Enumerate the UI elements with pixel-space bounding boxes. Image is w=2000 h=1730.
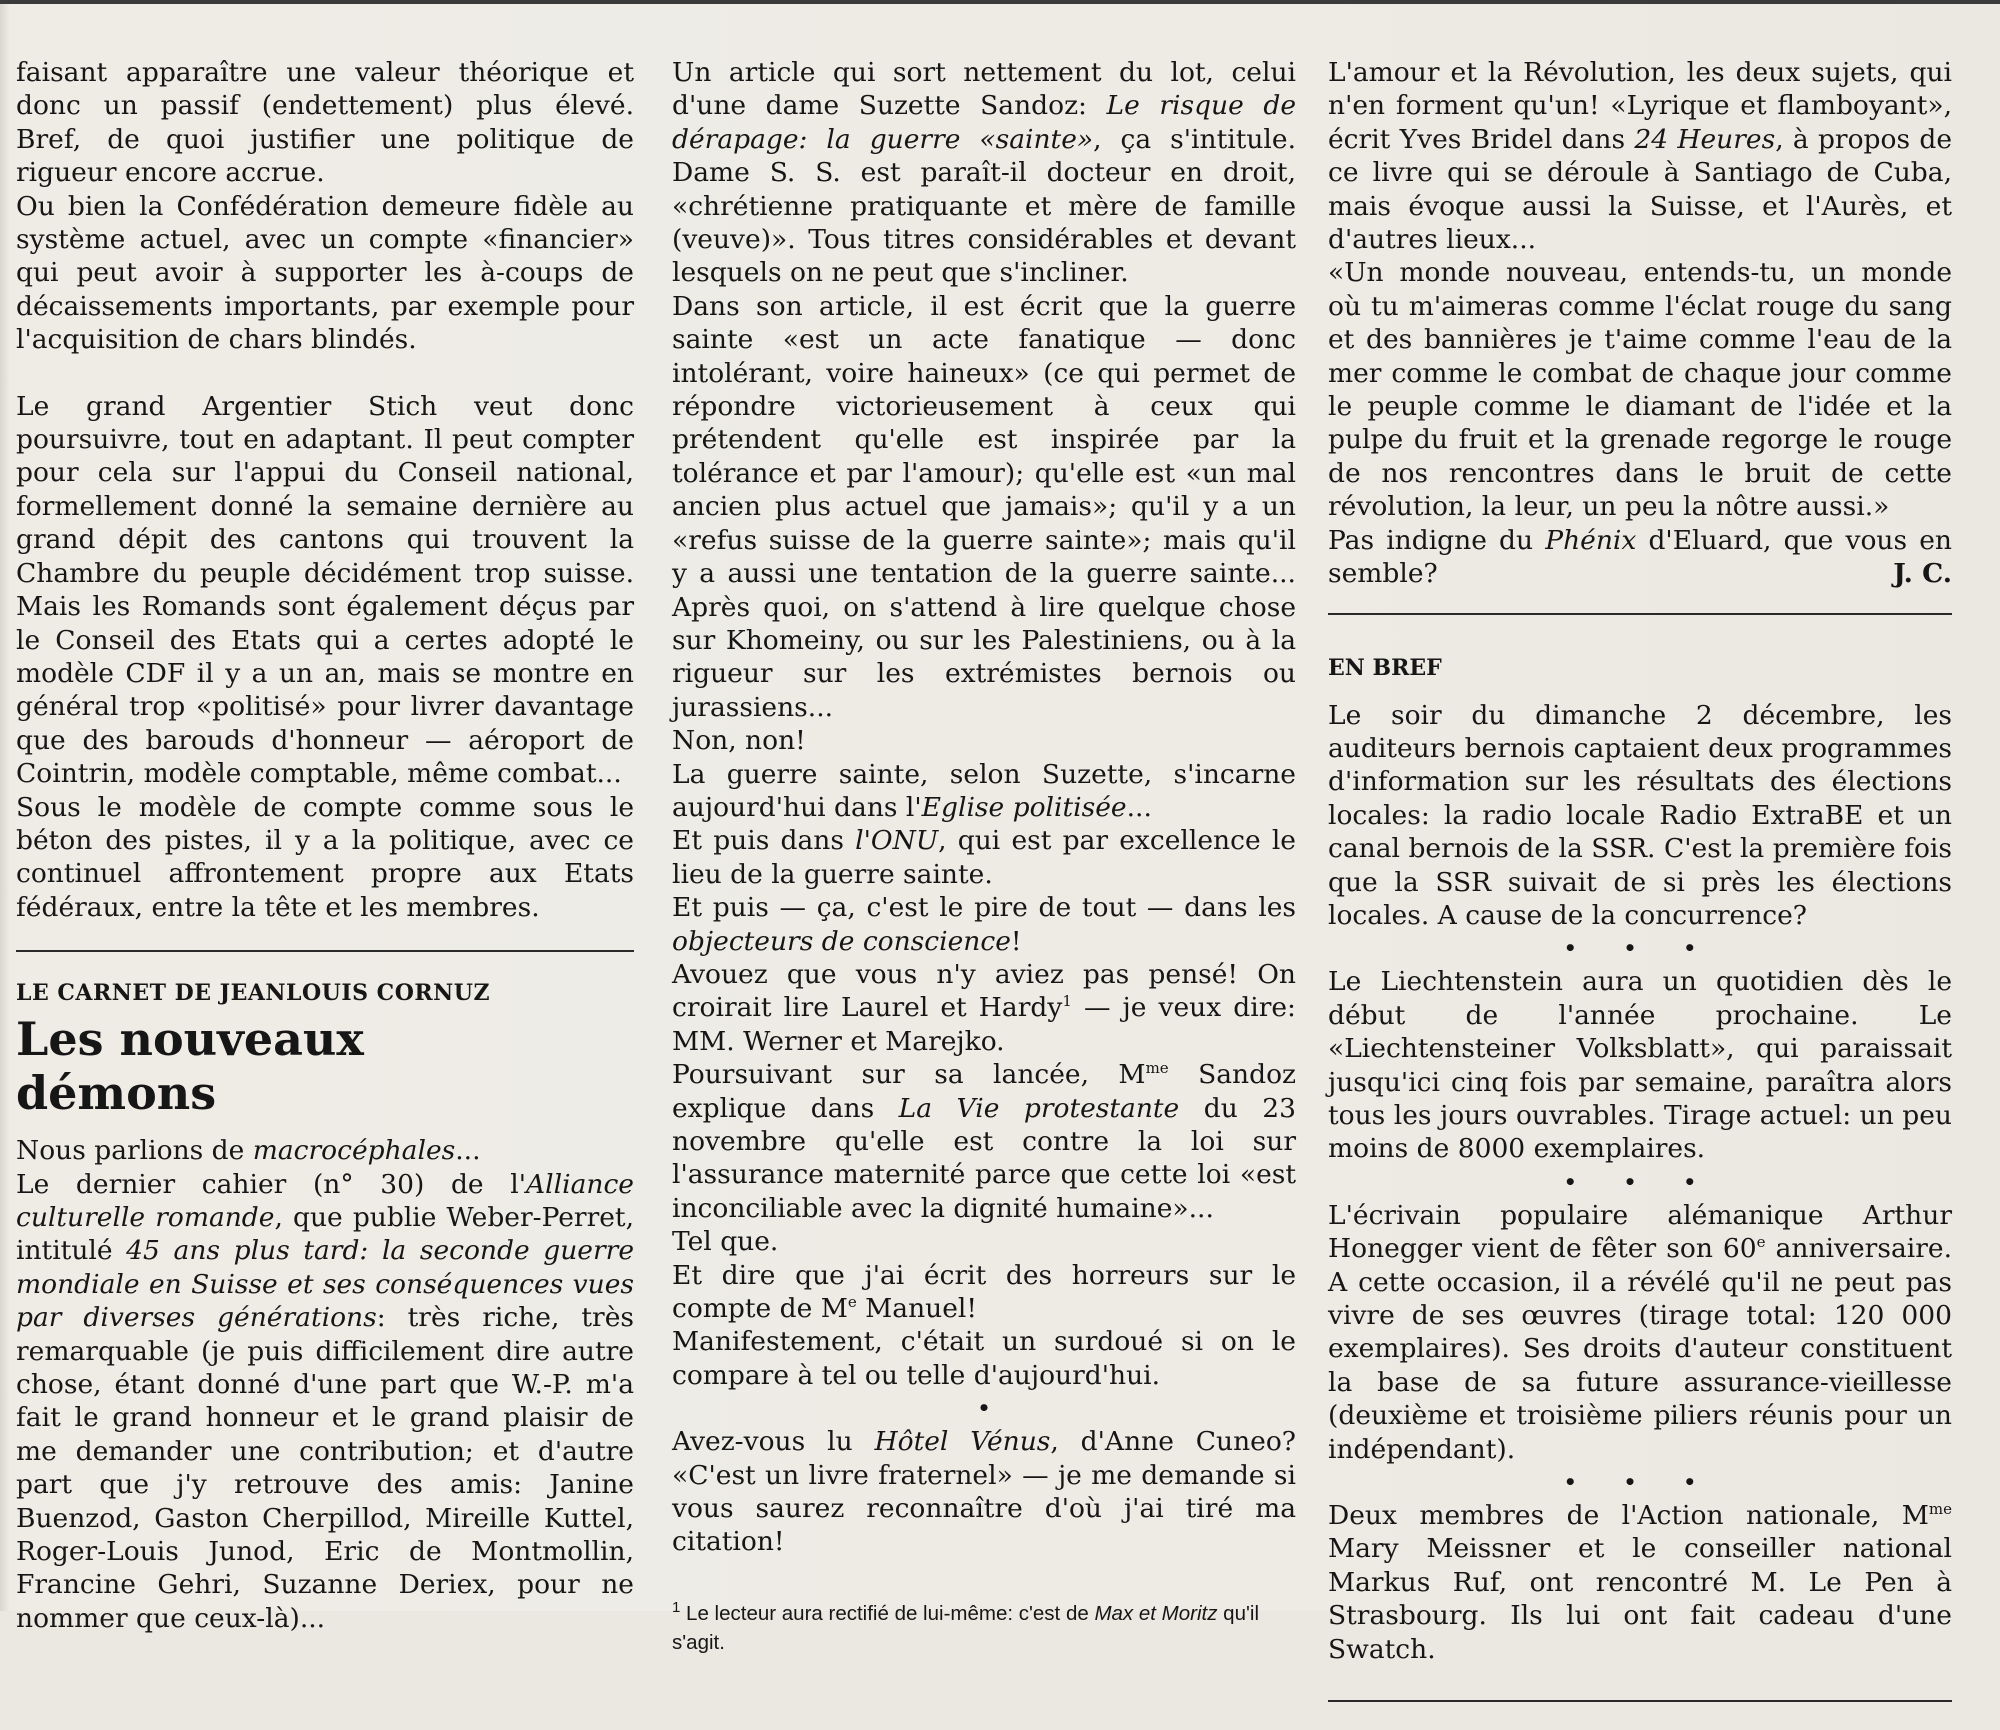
paragraph: Ou bien la Confédération demeure fidèle au système actuel, avec un compte «financier» qui peut avoir à supporter les à-coups de décaissements importants, par exemple pour l'acquisition de chars blindés.	[16, 190, 634, 356]
top-border-line	[0, 0, 2000, 4]
column-left	[16, 56, 634, 1635]
paragraph: Dans son article, il est écrit que la guerre sainte «est un acte fanatique — donc intolérant, voire haineux» (ce qui permet de répondre victorieusement à ceux qui prétendent qu'elle est inspirée par la tolérance et par l'amour); qu'elle est «un mal ancien plus actuel que jamais»; qu'il y a un «refus suisse de la guerre sainte»; mais qu'il y a aussi une tentation de la guerre sainte... Après quoi, on s'attend à lire quelque chose sur Khomeiny, ou sur les Palestiniens, ou à la rigueur sur les extrémistes bernois ou jurassiens...	[672, 290, 1296, 723]
paragraph: Sous le modèle de compte comme sous le béton des pistes, il y a la politique, avec ce continuel affrontement propre aux Etats fédéraux, entre la tête et les membres.	[16, 791, 634, 923]
paragraph: Un article qui sort nettement du lot, celui d'une dame Suzette Sandoz: Le risque de dérapage: la guerre «sainte», ça s'intitule. Dame S. S. est paraît-il docteur en droit, «chrétienne pratiquante et mère de famille (veuve)». Tous titres considérables et devant lesquels on ne peut que s'incliner.	[672, 57, 1296, 289]
paragraph: Et dire que j'ai écrit des horreurs sur le compte de Me Manuel!	[672, 1259, 1296, 1325]
section-divider	[16, 950, 634, 952]
paragraph: Avez-vous lu Hôtel Vénus, d'Anne Cuneo? «C'est un livre fraternel» — je me demande si vous saurez reconnaître d'où j'ai tiré ma citation!	[672, 1426, 1297, 1558]
footnote: $^1$ Le lecteur aura rectifié de lui-même: c'est de Max et Moritz qu'il s'agit.	[672, 1599, 1260, 1654]
section-separator-dot: •	[977, 1396, 991, 1421]
brief-item: Le Liechtenstein aura un quotidien dès le début de l'année prochaine. Le «Liechtensteiner Volksblatt», qui paraissait jusqu'ici cinq fois par semaine, paraîtra alors tous les jours ouvrables. Tirage actuel: un peu moins de 8000 exemplaires.	[1328, 966, 1952, 1165]
paragraph: «Un monde nouveau, entends-tu, un monde où tu m'aimeras comme l'éclat rouge du sang et des bannières je t'aime comme l'eau de la mer comme le combat de chaque jour comme le peuple comme le diamant de l'idée et la pulpe du fruit et la grenade regorge le rouge de nos rencontres dans le bruit de cette révolution, la leur, un peu la nôtre aussi.»	[1328, 257, 1952, 523]
paragraph: Nous parlions de macrocéphales...	[16, 1135, 481, 1167]
paragraph: L'amour et la Révolution, les deux sujets, qui n'en forment qu'un! «Lyrique et flamboyant», écrit Yves Bridel dans 24 Heures, à propos de ce livre qui se déroule à Santiago de Cuba, mais évoque aussi la Suisse, et l'Aurès, et d'autres lieux...	[1328, 57, 1952, 256]
brief-separator: • • •	[1563, 936, 1717, 961]
paragraph: Et puis dans l'ONU, qui est par excellence le lieu de la guerre sainte.	[672, 825, 1296, 890]
section-divider	[1328, 613, 1952, 615]
footnote-marker: 1	[1062, 992, 1072, 1011]
paragraph: La guerre sainte, selon Suzette, s'incarne aujourd'hui dans l'Eglise politisée...	[672, 758, 1296, 823]
paragraph: Le grand Argentier Stich veut donc poursuivre, tout en adaptant. Il peut compter pour cela sur l'appui du Conseil national, formellement donné la semaine dernière au grand dépit des cantons qui trouvent la Chambre du peuple décidément trop suisse. Mais les Romands sont également déçus par le Conseil des Etats qui a certes adopté le modèle CDF il y a un an, mais se montre en général trop «politisé» pour livrer davantage que des barouds d'honneur — aéroport de Cointrin, modèle comptable, même combat...	[16, 390, 634, 790]
brief-item: Le soir du dimanche 2 décembre, les auditeurs bernois captaient deux programmes d'information sur les résultats des élections locales: la radio locale Radio ExtraBE et un canal bernois de la SSR. C'est la première fois que la SSR suivait de si près les élections locales. A cause de la concurrence?	[1328, 699, 1952, 931]
column-right	[1328, 56, 1952, 1730]
article-headline	[16, 1012, 634, 1120]
paragraph: Non, non!	[672, 725, 806, 757]
paragraph: Pas indigne du Phénix d'Eluard, que vous en semble? J. C.	[1328, 524, 1952, 590]
paragraph: Le dernier cahier (n° 30) de l'Alliance culturelle romande, que publie Weber-Perret, intitulé 45 ans plus tard: la seconde guerre mondiale en Suisse et ses conséquences vues par diverses générations: très riche, très remarquable (je puis difficilement dire autre chose, étant donné d'une part que W.-P. m'a fait le grand honneur et le grand plaisir de me demander une contribution; et d'autre part que j'y retrouve des amis: Janine Buenzod, Gaston Cherpillod, Mireille Kuttel, Roger-Louis Junod, Eric de Montmollin, Francine Gehri, Suzanne Deriex, pour ne nommer que ceux-là)...	[16, 1168, 635, 1634]
headline-line-1: Les nouveaux	[16, 1012, 364, 1067]
brief-separator: • • •	[1563, 1470, 1717, 1495]
brief-item: Deux membres de l'Action nationale, $M^{me}$ Mary Meissner et le conseiller national Markus Ruf, ont rencontré M. Le Pen à Strasbourg. Ils lui ont fait cadeau d'une Swatch.	[1328, 1500, 1952, 1665]
brief-item: L'écrivain populaire alémanique Arthur Honegger vient de fêter son 60e anniversaire. A cette occasion, il a révélé qu'il ne peut pas vivre de ses œuvres (tirage total: 120 000 exemplaires). Ses droits d'auteur constituent la base de sa future assurance-vieillesse (deuxième et troisième piliers réunis pour un indépendant).	[1328, 1199, 1952, 1465]
section-divider	[1328, 1700, 1952, 1702]
paragraph: Manifestement, c'était un surdoué si on le compare à tel ou telle d'aujourd'hui.	[672, 1326, 1296, 1391]
column-kicker: LE CARNET DE JEANLOUIS CORNUZ	[16, 980, 490, 1007]
paragraph: Et puis — ça, c'est le pire de tout — dans les objecteurs de conscience!	[672, 892, 1296, 957]
paragraph: Avouez que vous n'y aviez pas pensé! On croirait lire Laurel et Hardy$^1$ — je veux dire: MM. Werner et Marejko.	[672, 958, 1296, 1057]
section-title-en-bref: EN BREF	[1328, 654, 1442, 681]
brief-separator: • • •	[1563, 1169, 1717, 1194]
paragraph: faisant apparaître une valeur théorique et donc un passif (endettement) plus élevé. Bref, de quoi justifier une politique de rigueur encore accrue.	[16, 57, 634, 189]
paragraph: Tel que.	[672, 1226, 779, 1258]
column-middle	[672, 56, 1296, 1657]
headline-line-2: démons	[16, 1066, 217, 1121]
paragraph: Poursuivant sur sa lancée, $M^{me}$ Sandoz explique dans La Vie protestante du 23 novembre qu'elle est contre la loi sur l'assurance maternité parce que cette loi «est inconciliable avec la dignité humaine»...	[672, 1059, 1297, 1224]
author-signature: J. C.	[1893, 558, 1952, 590]
